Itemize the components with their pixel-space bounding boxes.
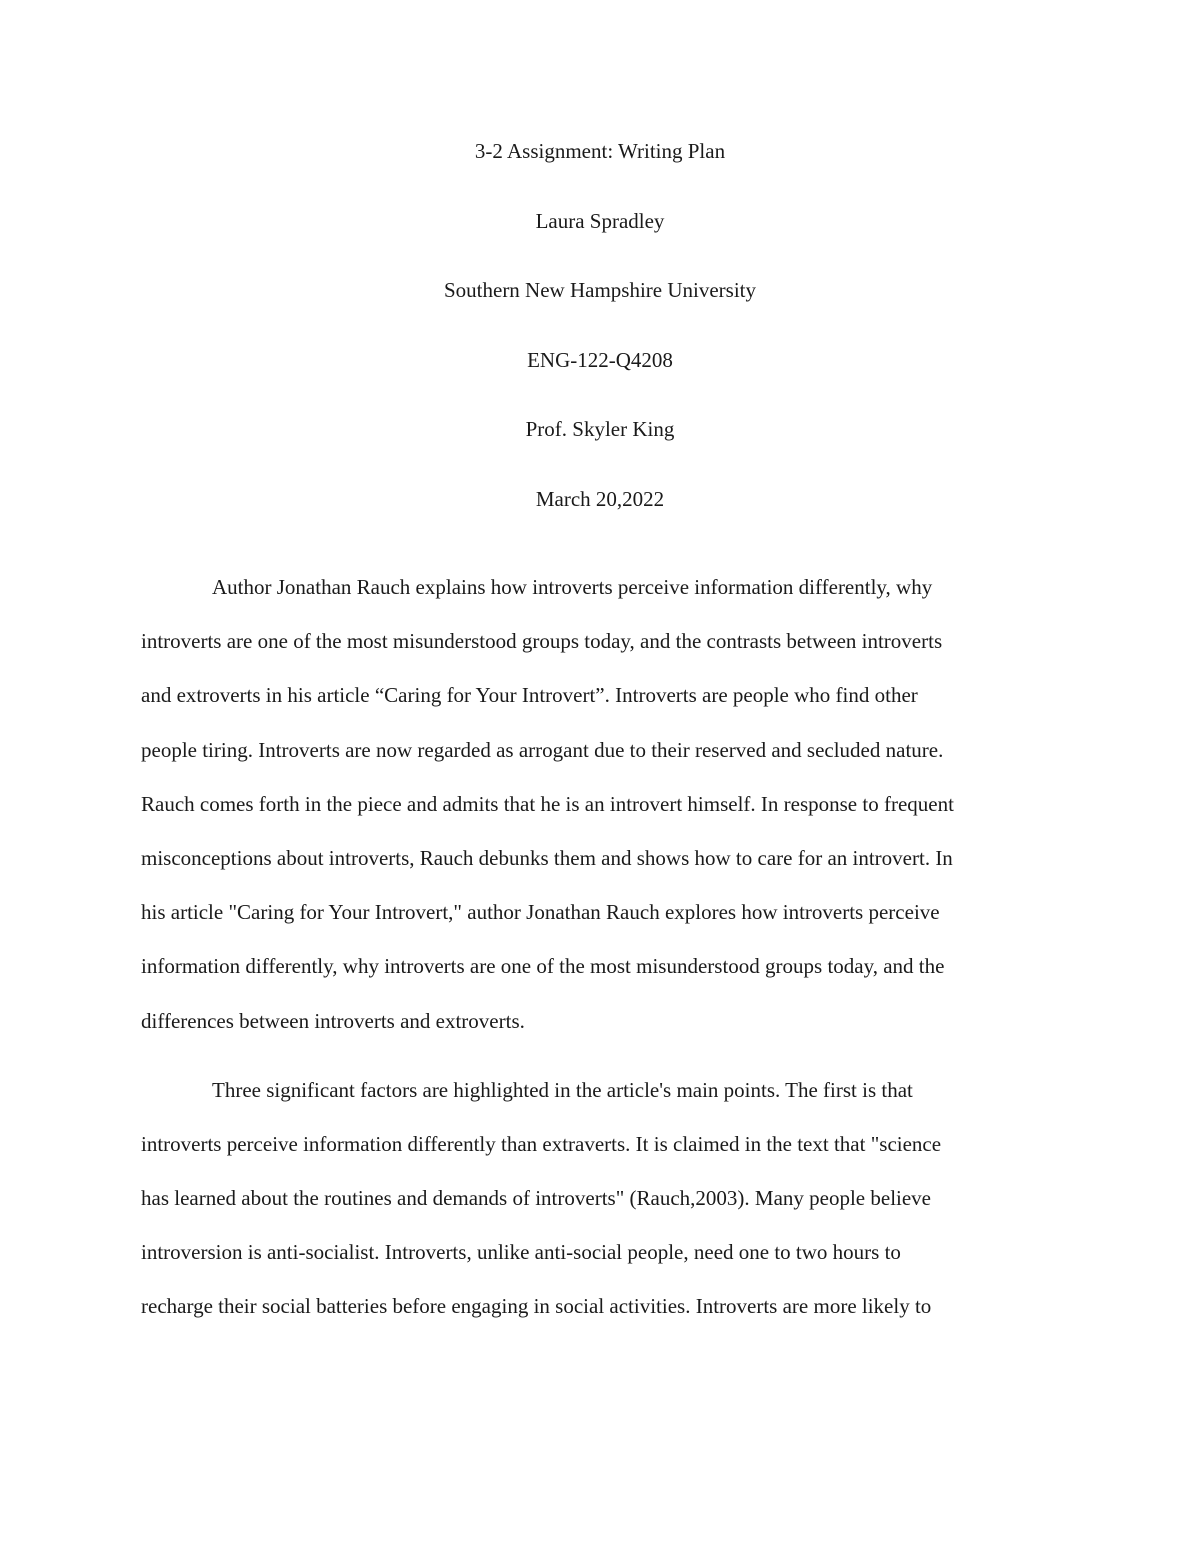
body-text (141, 560, 1061, 1334)
paragraph-line: Author Jonathan Rauch explains how introverts perceive information differently, why (212, 575, 933, 599)
paragraph-line: has learned about the routines and demands of introverts" (Rauch,2003). Many people believe (141, 1186, 932, 1211)
paragraph-1 (141, 560, 1061, 1048)
paragraph-line: his article "Caring for Your Introvert," author Jonathan Rauch explores how introverts perceive (141, 900, 940, 925)
professor-name: Prof. Skyler King (525, 417, 675, 441)
author-name: Laura Spradley (535, 208, 665, 233)
paragraph-line: Three significant factors are highlighted in the article's main points. The first is that (212, 1077, 913, 1102)
title-block (0, 140, 1200, 557)
paragraph-line: recharge their social batteries before engaging in social activities. Introverts are more likely to (141, 1294, 932, 1319)
paragraph-line: people tiring. Introverts are now regarded as arrogant due to their reserved and secluded nature. (141, 737, 944, 762)
paragraph-line: information differently, why introverts are one of the most misunderstood groups today, and the (141, 954, 945, 979)
submission-date: March 20,2022 (535, 486, 665, 511)
paragraph-2 (141, 1063, 1061, 1334)
paragraph-line: introversion is anti-socialist. Introverts, unlike anti-social people, need one to two hours to (141, 1240, 901, 1265)
paragraph-line: introverts perceive information differently than extraverts. It is claimed in the text that "science (141, 1131, 942, 1156)
paragraph-line: introverts are one of the most misunderstood groups today, and the contrasts between introverts (141, 629, 943, 654)
institution-name: Southern New Hampshire University (443, 278, 757, 302)
paragraph-gap (141, 1048, 1061, 1063)
paragraph-line: Rauch comes forth in the piece and admits that he is an introvert himself. In response to frequent (141, 791, 954, 816)
paragraph-line: and extroverts in his article “Caring for Your Introvert”. Introverts are people who find other (141, 683, 918, 708)
paragraph-line: misconceptions about introverts, Rauch debunks them and shows how to care for an introvert. In (141, 845, 953, 870)
paragraph-line: differences between introverts and extroverts. (141, 1008, 525, 1033)
course-code: ENG-122-Q4208 (527, 347, 673, 372)
assignment-title: 3-2 Assignment: Writing Plan (474, 139, 726, 163)
